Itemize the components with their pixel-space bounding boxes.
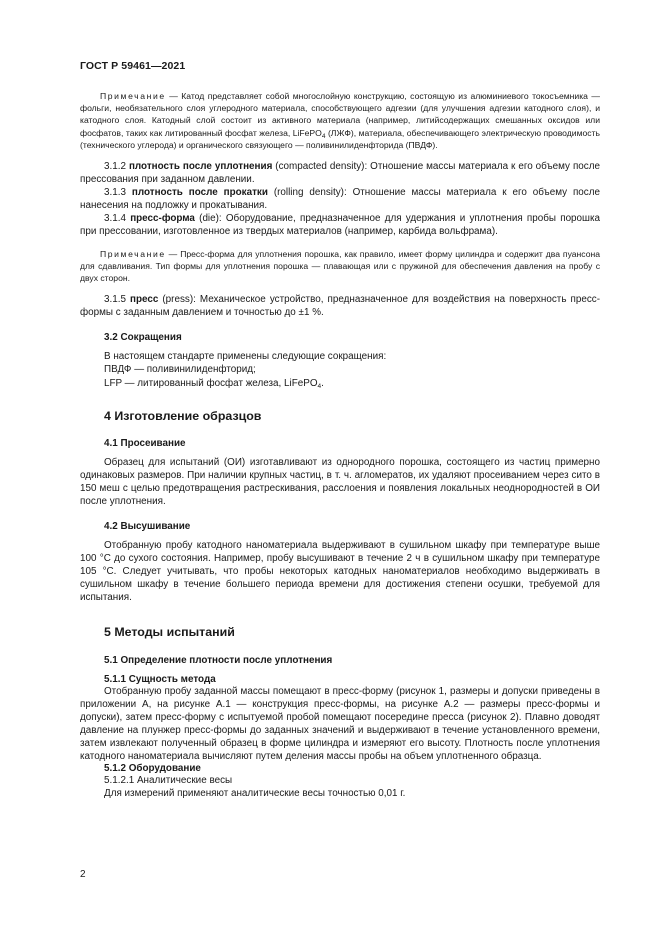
section-4-2-title: 4.2 Высушивание — [104, 521, 191, 533]
definition-3-1-2: 3.1.2 плотность после уплотнения (compacted density): Отношение массы материала к его объему после прессования при заданном давлении. — [80, 161, 600, 186]
section-4-title: 4 Изготовление образцов — [104, 408, 262, 423]
note-cathode: Примечание — Катод представляет собой многослойную конструкцию, состоящую из алюминиевого токосъемника — фольги, необязательного слоя углеродного материала, способствующего адгезии (для улучшения адгезии катодного слоя), и катодного слоя. Катодный слой состоит из активного материала (например, литийсодержащих смешанных оксидов или фосфатов, таких как литированный фосфат железа, LiFePO$_4$ (ЛЖФ), материала, обеспечивающего электрическую проводимость (технического углерода) и органического связующего — поливинилиденфторида (ПВДФ). — [80, 91, 600, 150]
section-5-1-1-title: 5.1.1 Сущность метода — [104, 673, 216, 685]
page-number: 2 — [80, 869, 86, 880]
abbreviations-intro: В настоящем стандарте применены следующие сокращения: — [104, 351, 387, 363]
term-compacted-density: плотность после уплотнения — [128, 161, 273, 173]
note-label: Примечание — [100, 248, 166, 259]
term-die: пресс-форма — [130, 213, 195, 225]
term-rolling-density: плотность после прокатки — [131, 187, 268, 199]
section-5-1-2-1-item: 5.1.2.1 Аналитические весы — [104, 775, 233, 787]
note-label: Примечание — [100, 91, 166, 101]
section-5-1-title: 5.1 Определение плотности после уплотнения — [104, 654, 333, 666]
document-header: ГОСТ Р 59461—2021 — [80, 60, 186, 72]
section-4-2-text: Отобранную пробу катодного наноматериала выдерживают в сушильном шкафу при температуре выше 100 °С до сухого состояния. Например, пробу высушивают в течение 2 ч в сушильном шкафу при температуре 105 °С. Следует учитывать, что пробы некоторых катодных наноматериалов необходимо выдерживать в сушильном шкафу в течение большего периода времени для достижения степени осушки, требуемой для испытания. — [80, 540, 600, 604]
abbreviation-pvdf: ПВДФ — поливинилиденфторид; — [104, 364, 256, 376]
section-3-2-title: 3.2 Сокращения — [104, 332, 182, 344]
definition-3-1-5: 3.1.5 пресс (press): Механическое устройство, предназначенное для воздействия на поверхность пресс-формы с заданным давлением и точностью до ±1 %. — [80, 294, 600, 319]
section-5-1-2-title: 5.1.2 Оборудование — [104, 763, 201, 775]
section-5-1-1-text: Отобранную пробу заданной массы помещают в пресс-форму (рисунок 1, размеры и допуски приведены в приложении А, на рисунке А.1 — конструкция пресс-формы, на рисунке А.2 — размеры пресс-формы и допуски), затем пресс-форму с испытуемой пробой помещают посередине пресса (рисунок 2). Плавно доводят давление на плунжер пресс-формы до заданных значений и выдерживают в течение установленного времени, затем извлекают полученный образец в форме цилиндра и измеряют его высоту. Плотность после уплотнения катодного наноматериала вычисляют путем деления массы пробы на объем уплотненного образца. — [80, 685, 600, 762]
section-4-1-text: Образец для испытаний (ОИ) изготавливают из однородного порошка, состоящего из частиц примерно одинаковых размеров. При наличии крупных частиц, в т. ч. агломератов, их удаляют просеиванием через сито в 150 меш с целью предотвращения растрескивания, расслоения и появления локальных неоднородностей в ОИ после уплотнения. — [80, 456, 600, 507]
term-press: пресс — [130, 294, 159, 306]
section-5-1-2-1-text: Для измерений применяют аналитические весы точностью 0,01 г. — [104, 788, 406, 800]
section-5-title: 5 Методы испытаний — [104, 624, 235, 639]
section-4-1-title: 4.1 Просеивание — [104, 437, 186, 449]
note-die: Примечание — Пресс-форма для уплотнения порошка, как правило, имеет форму цилиндра и содержит два пуансона для сдавливания. Тип формы для уплотнения порошка — плавающая или с пружиной для обеспечения давления на пробу с двух сторон. — [80, 248, 600, 283]
document-body — [80, 90, 600, 800]
definition-3-1-4: 3.1.4 пресс-форма (die): Оборудование, предназначенное для удержания и уплотнения пробы порошка при прессовании, изготовленное из твердых материалов (например, карбида вольфрама). — [80, 213, 600, 238]
abbreviation-lfp: LFP — литированный фосфат железа, LiFePO$_4$. — [104, 377, 324, 390]
definition-3-1-3: 3.1.3 плотность после прокатки (rolling density): Отношение массы материала к его объему после нанесения на подложку и прокатывания. — [80, 187, 600, 212]
